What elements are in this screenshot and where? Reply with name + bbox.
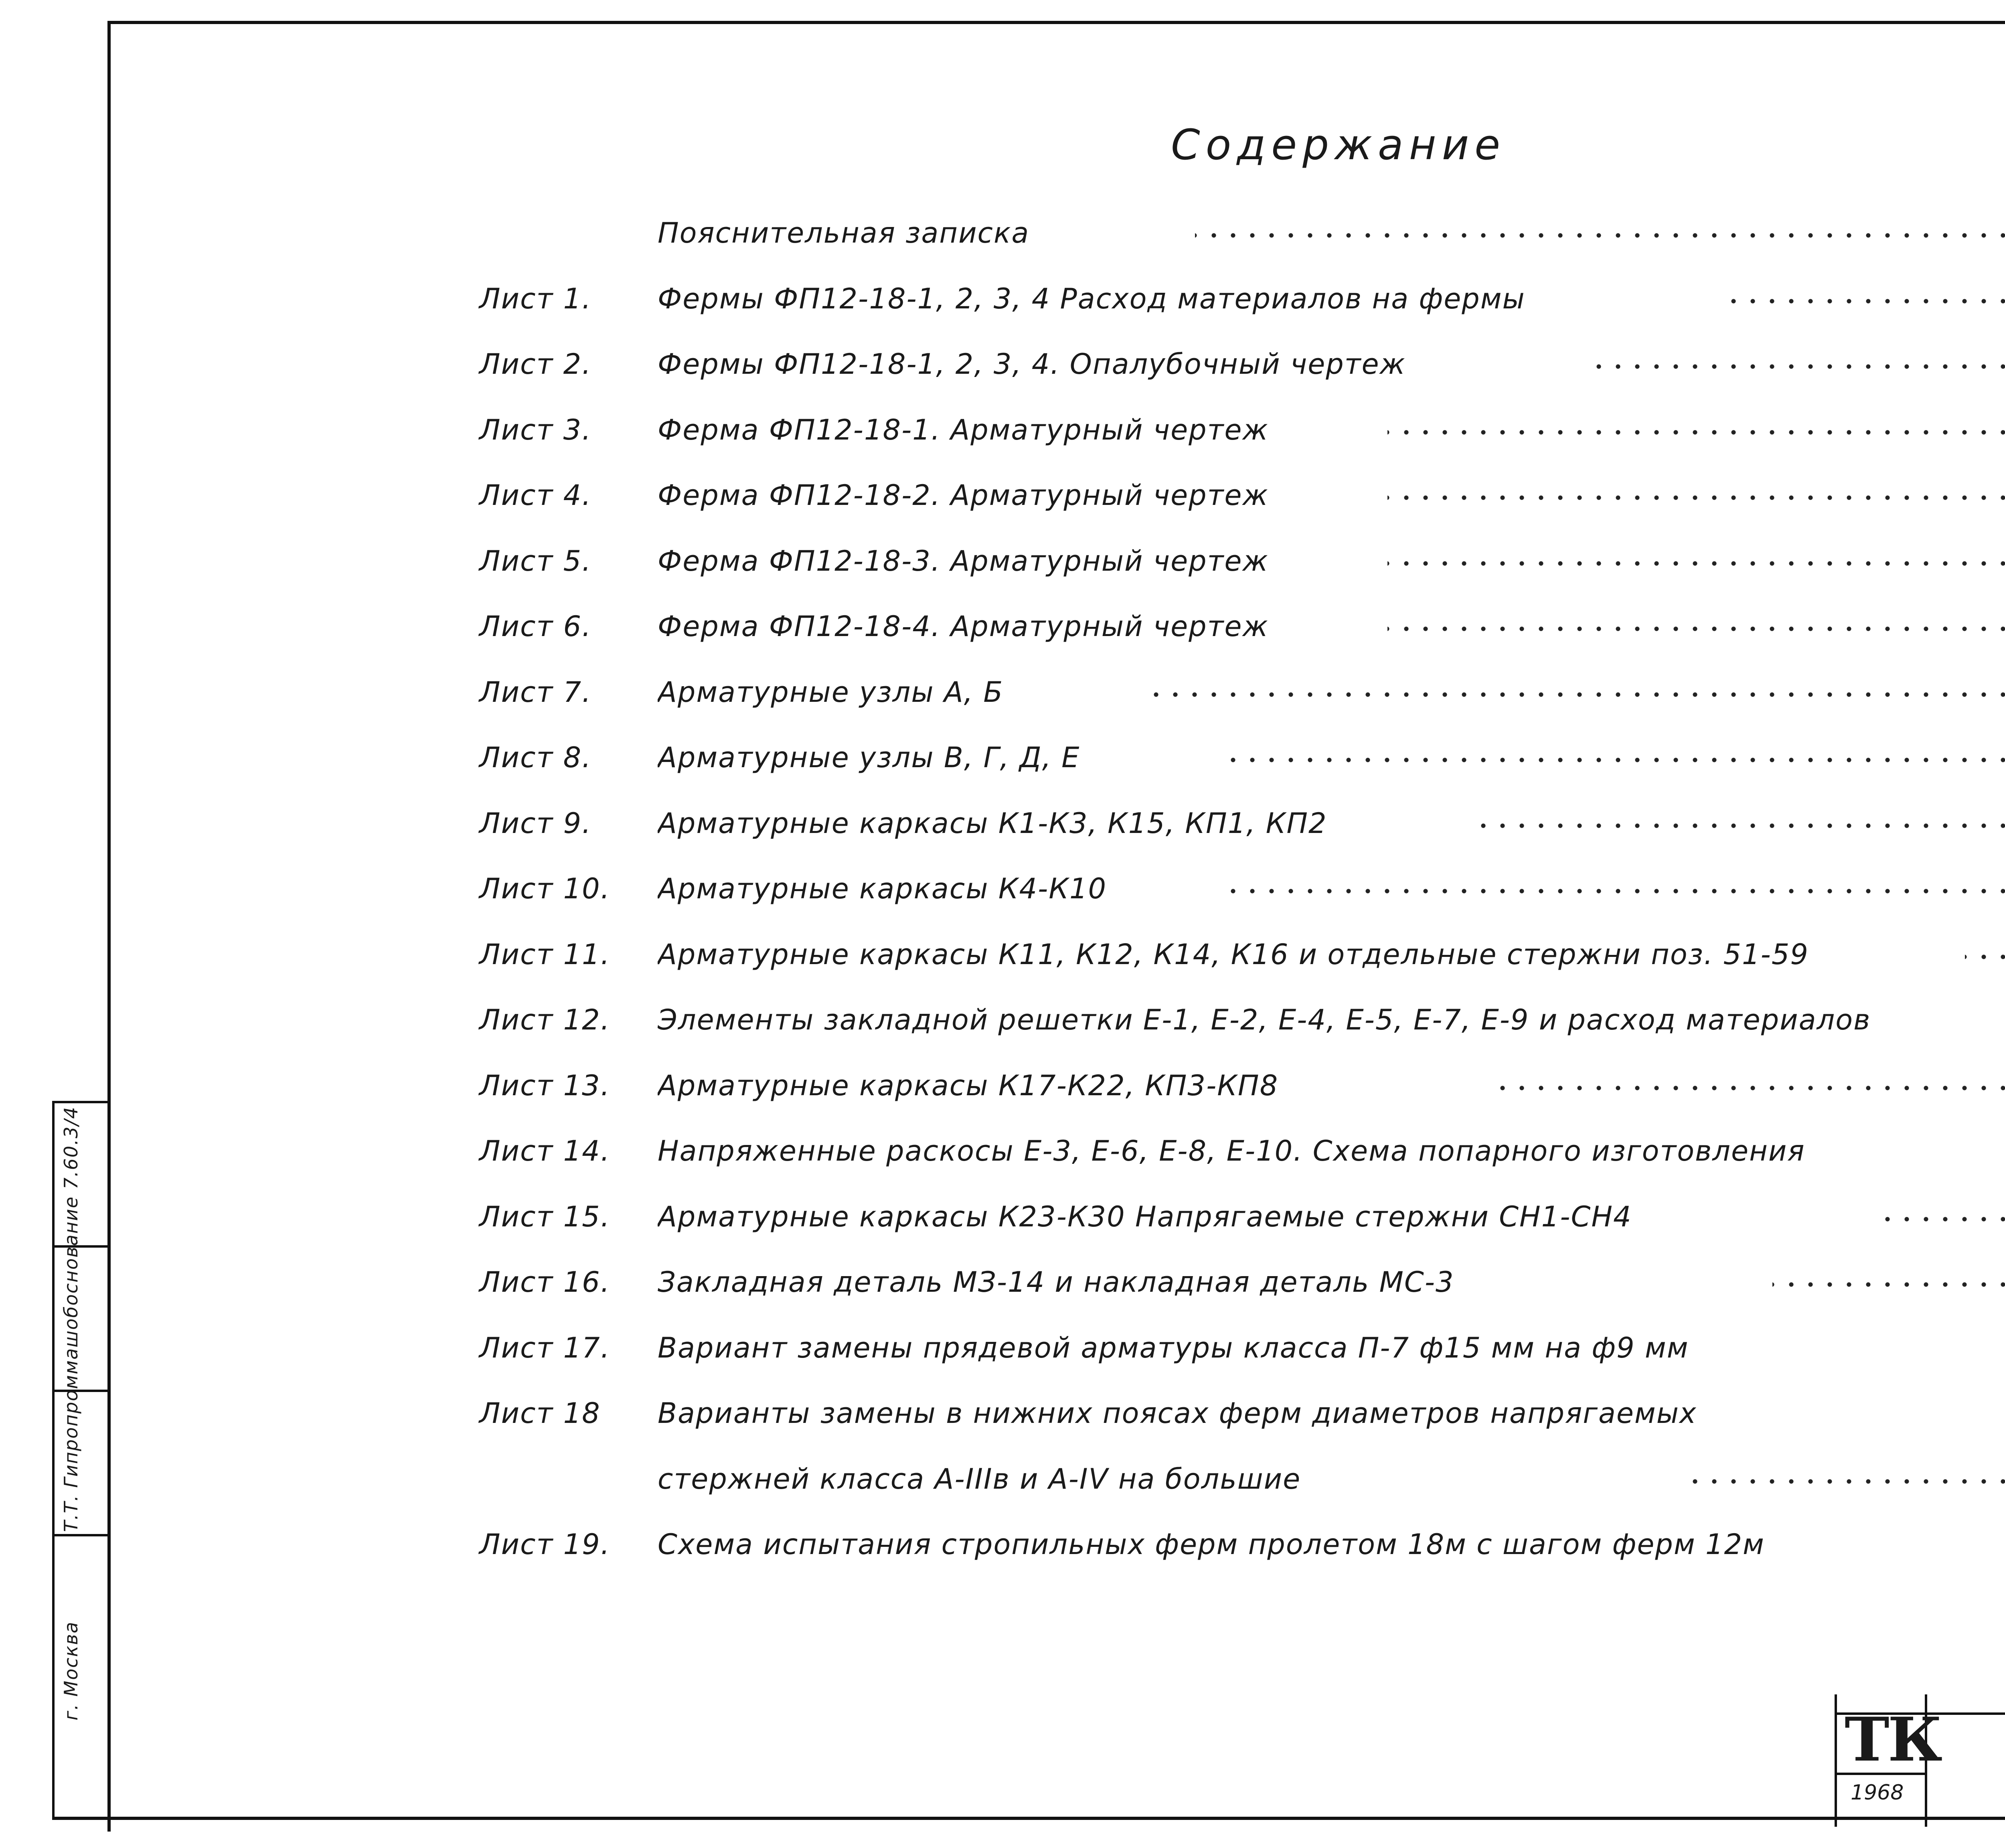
toc-leader-dots [1476,823,2005,829]
toc-leader-dots [1387,495,2005,500]
toc-row [0,741,2005,789]
toc-description: Ферма ФП12-18-4. Арматурный чертеж [658,610,1269,643]
toc-sheet-number: Лист 15. [479,1200,610,1233]
toc-sheet-number: Лист 14. [479,1135,610,1167]
toc-description: Арматурные узлы А, Б [658,675,1004,709]
toc-row [0,938,2005,986]
toc-row [0,676,2005,724]
toc-description: Вариант замены прядевой арматуры класса П-7 ф15 мм на ф9 мм [658,1331,1689,1364]
toc-row [0,1463,2005,1511]
toc-leader-dots [1588,364,2005,369]
toc-description: Арматурные каркасы К11, К12, К14, К16 и отдельные стержни поз. 51-59 [658,938,1809,971]
toc-description: Арматурные каркасы К1-К3, К15, КП1, КП2 [658,806,1327,840]
toc-sheet-number: Лист 19. [479,1528,610,1561]
toc-description: стержней класса А-IIIв и А-IV на большие [658,1462,1301,1495]
toc-row [0,413,2005,462]
toc-description: Арматурные каркасы К17-К22, КП3-КП8 [658,1069,1279,1102]
toc-leader-dots [1724,298,2005,304]
toc-leader-dots [1227,888,2005,894]
toc-row [0,1003,2005,1052]
toc-description: Схема испытания стропильных ферм пролетом 18м с шагом ферм 12м [658,1528,1765,1561]
toc-sheet-number: Лист 18 [479,1397,601,1430]
organization-logo: ТК [1845,1704,1941,1775]
frame-bottom-line [52,1817,2005,1820]
toc-sheet-number: Лист 8. [479,741,592,774]
toc-row [0,545,2005,593]
title-block-divider [1835,1694,1837,1827]
toc-sheet-number: Лист 12. [479,1003,610,1036]
toc-row [0,1266,2005,1314]
toc-leader-dots [1965,954,2005,960]
toc-leader-dots [1219,757,2005,763]
toc-sheet-number: Лист 13. [479,1069,610,1102]
toc-sheet-number: Лист 3. [479,413,592,446]
toc-leader-dots [1492,1085,2005,1091]
toc-sheet-number: Лист 2. [479,348,592,381]
title-block-year: 1968 [1851,1781,1904,1805]
toc-row [0,1397,2005,1445]
toc-row [0,1135,2005,1183]
toc-row [0,1069,2005,1117]
toc-leader-dots [1387,626,2005,632]
frame-top-line [107,21,2005,24]
toc-description: Варианты замены в нижних поясах ферм диаметров напрягаемых [658,1397,1697,1430]
toc-description: Пояснительная записка [658,217,1030,249]
toc-sheet-number: Лист 6. [479,610,592,643]
toc-description: Фермы ФП12-18-1, 2, 3, 4. Опалубочный чертеж [658,348,1406,381]
toc-leader-dots [1772,1282,2005,1287]
toc-row [0,348,2005,396]
toc-description: Арматурные каркасы К23-К30 Напрягаемые стержни СН1-СН4 [658,1200,1632,1233]
toc-row [0,217,2005,265]
toc-description: Арматурные каркасы К4-К10 [658,872,1107,905]
toc-leader-dots [1195,233,2005,238]
toc-sheet-number: Лист 5. [479,544,592,578]
toc-sheet-number: Лист 17. [479,1331,610,1364]
toc-row [0,807,2005,855]
toc-leader-dots [1151,692,2005,697]
toc-sheet-number: Лист 1. [479,282,592,315]
toc-row [0,872,2005,920]
toc-description: Ферма ФП12-18-3. Арматурный чертеж [658,544,1269,578]
toc-leader-dots [1387,561,2005,566]
toc-description: Напряженные раскосы Е-3, Е-6, Е-8, Е-10. Схема попарного изготовления [658,1135,1805,1167]
toc-description: Фермы ФП12-18-1, 2, 3, 4 Расход материалов на фермы [658,282,1525,315]
toc-row [0,610,2005,658]
toc-row [0,1200,2005,1248]
toc-sheet-number: Лист 16. [479,1266,610,1299]
strip-city-text: г. Москва [60,1621,82,1720]
toc-sheet-number: Лист 9. [479,806,592,840]
toc-sheet-number: Лист 10. [479,872,610,905]
toc-row [0,1331,2005,1380]
strip-organization-text: Т.Т. Гипропроммашобоснование 7.60.3/4 [60,1106,82,1532]
toc-description: Ферма ФП12-18-2. Арматурный чертеж [658,479,1269,512]
toc-description: Закладная деталь МЗ-14 и накладная деталь МС-3 [658,1266,1454,1299]
toc-sheet-number: Лист 11. [479,938,610,971]
toc-sheet-number: Лист 4. [479,479,592,512]
toc-description: Ферма ФП12-18-1. Арматурный чертеж [658,413,1269,446]
toc-description: Элементы закладной решетки Е-1, Е-2, Е-4, Е-5, Е-7, Е-9 и расход материалов [658,1003,1871,1036]
toc-leader-dots [1387,430,2005,435]
toc-leader-dots [1885,1216,2005,1222]
toc-leader-dots [1692,1479,2005,1484]
toc-description: Арматурные узлы В, Г, Д, Е [658,741,1080,774]
toc-sheet-number: Лист 7. [479,675,592,709]
toc-row [0,479,2005,527]
toc-row [0,282,2005,330]
page-title: Содержание [1171,120,1506,169]
toc-row [0,1528,2005,1576]
